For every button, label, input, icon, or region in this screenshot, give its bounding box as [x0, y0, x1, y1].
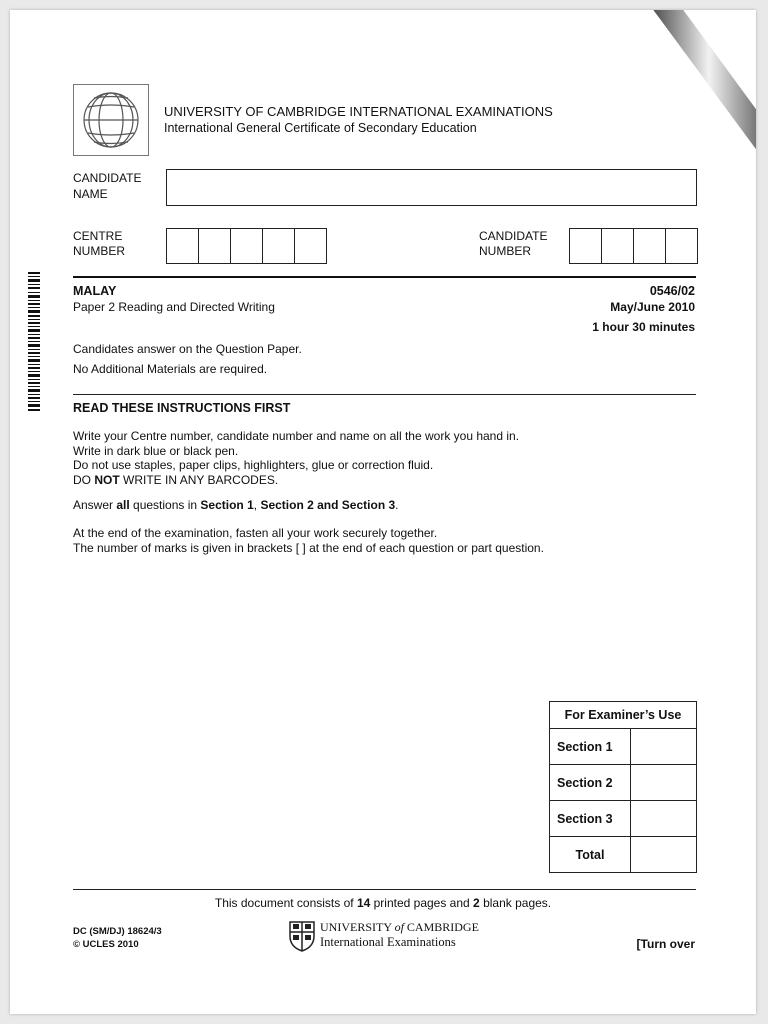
- subject: MALAY: [73, 284, 117, 298]
- answer-instruction: [73, 498, 399, 512]
- candidate-number-cell[interactable]: [633, 228, 665, 264]
- end-instructions: [73, 526, 544, 555]
- instruction-emphasis: NOT: [94, 472, 120, 487]
- exam-cover-page: [10, 10, 756, 1014]
- candidate-number-label: [479, 229, 547, 259]
- barcode: [28, 272, 48, 412]
- instruction-line: [73, 473, 519, 488]
- page-count-text: blank pages.: [479, 896, 552, 910]
- wordmark-text: UNIVERSITY: [320, 920, 395, 934]
- examiner-row-label: Section 3: [550, 801, 631, 837]
- candidate-name-label-line1: CANDIDATE: [73, 171, 142, 185]
- paper-title: Paper 2 Reading and Directed Writing: [73, 300, 275, 314]
- materials-note-1: Candidates answer on the Question Paper.: [73, 342, 302, 356]
- candidate-number-cell[interactable]: [665, 228, 698, 264]
- cambridge-wordmark-line1: [320, 920, 479, 935]
- candidate-name-label: [73, 170, 141, 202]
- footer-divider: [73, 889, 696, 890]
- centre-number-label-line1: CENTRE: [73, 229, 123, 243]
- candidate-name-field[interactable]: [166, 169, 697, 206]
- materials-note-2: No Additional Materials are required.: [73, 362, 268, 376]
- instruction-text: WRITE IN ANY BARCODES.: [119, 472, 279, 487]
- answer-emphasis: all: [116, 498, 130, 512]
- examiner-mark-cell[interactable]: [631, 765, 697, 801]
- document-reference: DC (SM/DJ) 18624/3: [73, 926, 162, 937]
- candidate-number-label-line2: NUMBER: [479, 244, 532, 258]
- duration: 1 hour 30 minutes: [592, 320, 695, 334]
- answer-text: ,: [253, 498, 261, 512]
- examiner-row-label: Total: [550, 837, 631, 873]
- candidate-number-label-line1: CANDIDATE: [479, 229, 548, 243]
- centre-number-cell[interactable]: [166, 228, 198, 264]
- turn-over: [Turn over: [636, 937, 695, 951]
- cambridge-wordmark-line2: International Examinations: [320, 935, 456, 949]
- examiner-use-table: [549, 701, 697, 873]
- centre-number-cell[interactable]: [262, 228, 294, 264]
- examiner-mark-cell[interactable]: [631, 801, 697, 837]
- qualification-title: International General Certificate of Secondary Education: [164, 121, 477, 135]
- candidate-name-label-line2: NAME: [73, 187, 108, 201]
- page-count-number: 2: [473, 896, 480, 910]
- page-count-note: [10, 896, 756, 910]
- examiner-mark-cell[interactable]: [631, 837, 697, 873]
- centre-number-cell[interactable]: [230, 228, 262, 264]
- page-count-text: printed pages and: [370, 896, 474, 910]
- wordmark-text: of: [394, 920, 404, 934]
- examiner-mark-cell[interactable]: [631, 729, 697, 765]
- page-count-text: This document consists of: [214, 896, 357, 910]
- examiner-row-label: Section 1: [550, 729, 631, 765]
- instructions-heading: READ THESE INSTRUCTIONS FIRST: [73, 401, 291, 415]
- section-divider: [73, 276, 696, 278]
- instruction-line: At the end of the examination, fasten all your work securely together.: [73, 526, 438, 540]
- examiner-table-header: For Examiner’s Use: [550, 702, 697, 729]
- answer-text: Answer: [73, 498, 117, 512]
- answer-emphasis: Section 2 and Section 3: [260, 498, 396, 512]
- instruction-text: DO: [73, 472, 95, 487]
- examiner-row-label: Section 2: [550, 765, 631, 801]
- instruction-line: Write your Centre number, candidate number and name on all the work you hand in.: [73, 429, 520, 443]
- answer-text: questions in: [129, 498, 201, 512]
- cambridge-shield-icon: [288, 920, 316, 952]
- page-count-number: 14: [356, 896, 371, 910]
- centre-number-cell[interactable]: [198, 228, 230, 264]
- corner-ribbon-decoration: [646, 10, 756, 230]
- candidate-number-cell[interactable]: [601, 228, 633, 264]
- instruction-line: Write in dark blue or black pen.: [73, 443, 239, 458]
- centre-number-field[interactable]: [166, 228, 327, 264]
- centre-number-label: [73, 229, 125, 259]
- instruction-line: The number of marks is given in brackets [ ] at the end of each question or part question.: [73, 540, 544, 555]
- candidate-number-field[interactable]: [569, 228, 698, 264]
- divider: [73, 394, 696, 395]
- instruction-line: Do not use staples, paper clips, highlighters, glue or correction fluid.: [73, 458, 434, 472]
- globe-icon: [74, 85, 148, 155]
- cambridge-globe-logo: [73, 84, 149, 156]
- copyright: © UCLES 2010: [73, 939, 139, 950]
- candidate-number-cell[interactable]: [569, 228, 601, 264]
- instructions-block: [73, 429, 519, 487]
- wordmark-text: CAMBRIDGE: [403, 920, 479, 934]
- answer-text: .: [395, 498, 399, 512]
- answer-emphasis: Section 1: [200, 498, 254, 512]
- session: May/June 2010: [610, 300, 695, 314]
- centre-number-cell[interactable]: [294, 228, 327, 264]
- paper-code: 0546/02: [649, 284, 695, 298]
- centre-number-label-line2: NUMBER: [73, 244, 126, 258]
- org-title: UNIVERSITY OF CAMBRIDGE INTERNATIONAL EXAMINATIONS: [164, 104, 553, 119]
